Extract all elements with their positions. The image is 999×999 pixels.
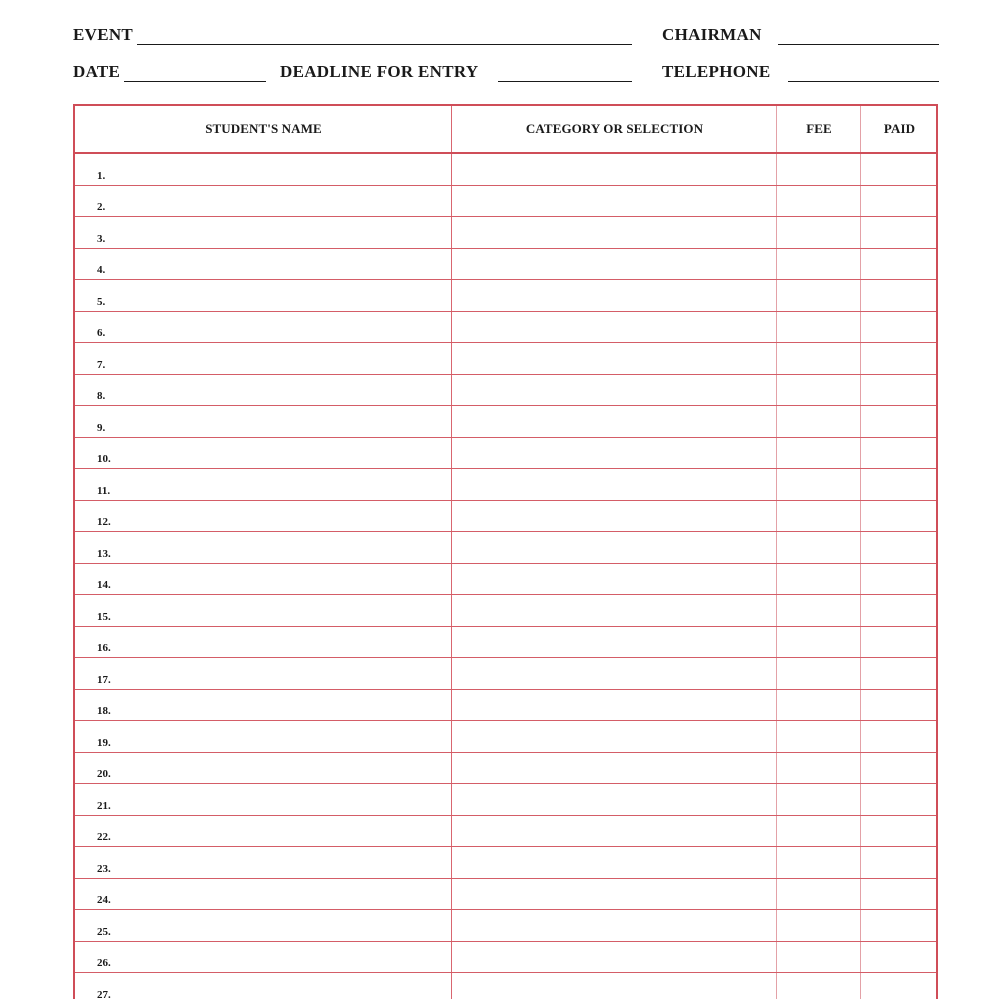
table-row[interactable] [75, 469, 936, 501]
row-number: 13. [97, 547, 111, 560]
table-row[interactable] [75, 784, 936, 816]
row-number: 20. [97, 768, 111, 780]
table-row[interactable] [75, 532, 936, 564]
telephone-label: TELEPHONE [662, 62, 771, 81]
event-field[interactable] [137, 44, 632, 45]
table-row[interactable] [75, 217, 936, 249]
row-number: 11. [97, 484, 111, 497]
table-row[interactable] [75, 658, 936, 690]
table-row[interactable] [75, 847, 936, 879]
column-header-category: CATEGORY OR SELECTION [525, 121, 704, 136]
table-row[interactable] [75, 753, 936, 785]
row-number: 9. [97, 421, 106, 434]
table-row[interactable] [75, 154, 936, 186]
table-row[interactable] [75, 406, 936, 438]
event-label: EVENT [73, 25, 134, 44]
table-row[interactable] [75, 627, 936, 659]
row-number: 22. [97, 831, 111, 843]
row-number: 1. [97, 169, 106, 182]
table-row[interactable] [75, 973, 936, 999]
chairman-label: CHAIRMAN [662, 25, 762, 44]
chairman-field[interactable] [778, 44, 939, 45]
row-number: 19. [97, 736, 111, 749]
date-field[interactable] [124, 81, 266, 82]
table-row[interactable] [75, 879, 936, 911]
table-row[interactable] [75, 721, 936, 753]
row-number: 7. [97, 358, 106, 371]
telephone-field[interactable] [788, 81, 939, 82]
column-header-paid: PAID [883, 121, 916, 136]
column-header-students-name: STUDENT'S NAME [205, 121, 322, 136]
row-number: 14. [97, 579, 111, 591]
table-row[interactable] [75, 375, 936, 407]
row-number: 3. [97, 232, 106, 245]
entry-table [73, 104, 938, 999]
row-number: 27. [97, 988, 111, 999]
header-row-1 [0, 24, 999, 54]
deadline-label: DEADLINE FOR ENTRY [280, 62, 479, 81]
row-number: 15. [97, 610, 111, 623]
table-row[interactable] [75, 438, 936, 470]
table-row[interactable] [75, 690, 936, 722]
table-row[interactable] [75, 280, 936, 312]
row-number: 24. [97, 894, 111, 906]
table-row[interactable] [75, 249, 936, 281]
row-number: 5. [97, 295, 106, 308]
header-row-2 [0, 61, 999, 91]
table-row[interactable] [75, 564, 936, 596]
row-number: 4. [97, 264, 106, 276]
row-number: 16. [97, 642, 111, 654]
row-number: 6. [97, 327, 106, 339]
row-number: 25. [97, 925, 111, 938]
column-header-fee: FEE [806, 121, 832, 136]
row-number: 23. [97, 862, 111, 875]
table-row[interactable] [75, 942, 936, 974]
table-row[interactable] [75, 595, 936, 627]
row-number: 10. [97, 453, 111, 465]
table-row[interactable] [75, 186, 936, 218]
table-row[interactable] [75, 312, 936, 344]
row-number: 8. [97, 390, 106, 402]
deadline-field[interactable] [498, 81, 632, 82]
table-row[interactable] [75, 910, 936, 942]
row-number: 18. [97, 705, 111, 717]
row-number: 12. [97, 516, 111, 528]
table-row[interactable] [75, 501, 936, 533]
row-number: 17. [97, 673, 111, 686]
row-number: 2. [97, 201, 106, 213]
table-row[interactable] [75, 343, 936, 375]
row-number: 26. [97, 957, 111, 969]
row-number: 21. [97, 799, 111, 812]
date-label: DATE [73, 62, 121, 81]
table-row[interactable] [75, 816, 936, 848]
